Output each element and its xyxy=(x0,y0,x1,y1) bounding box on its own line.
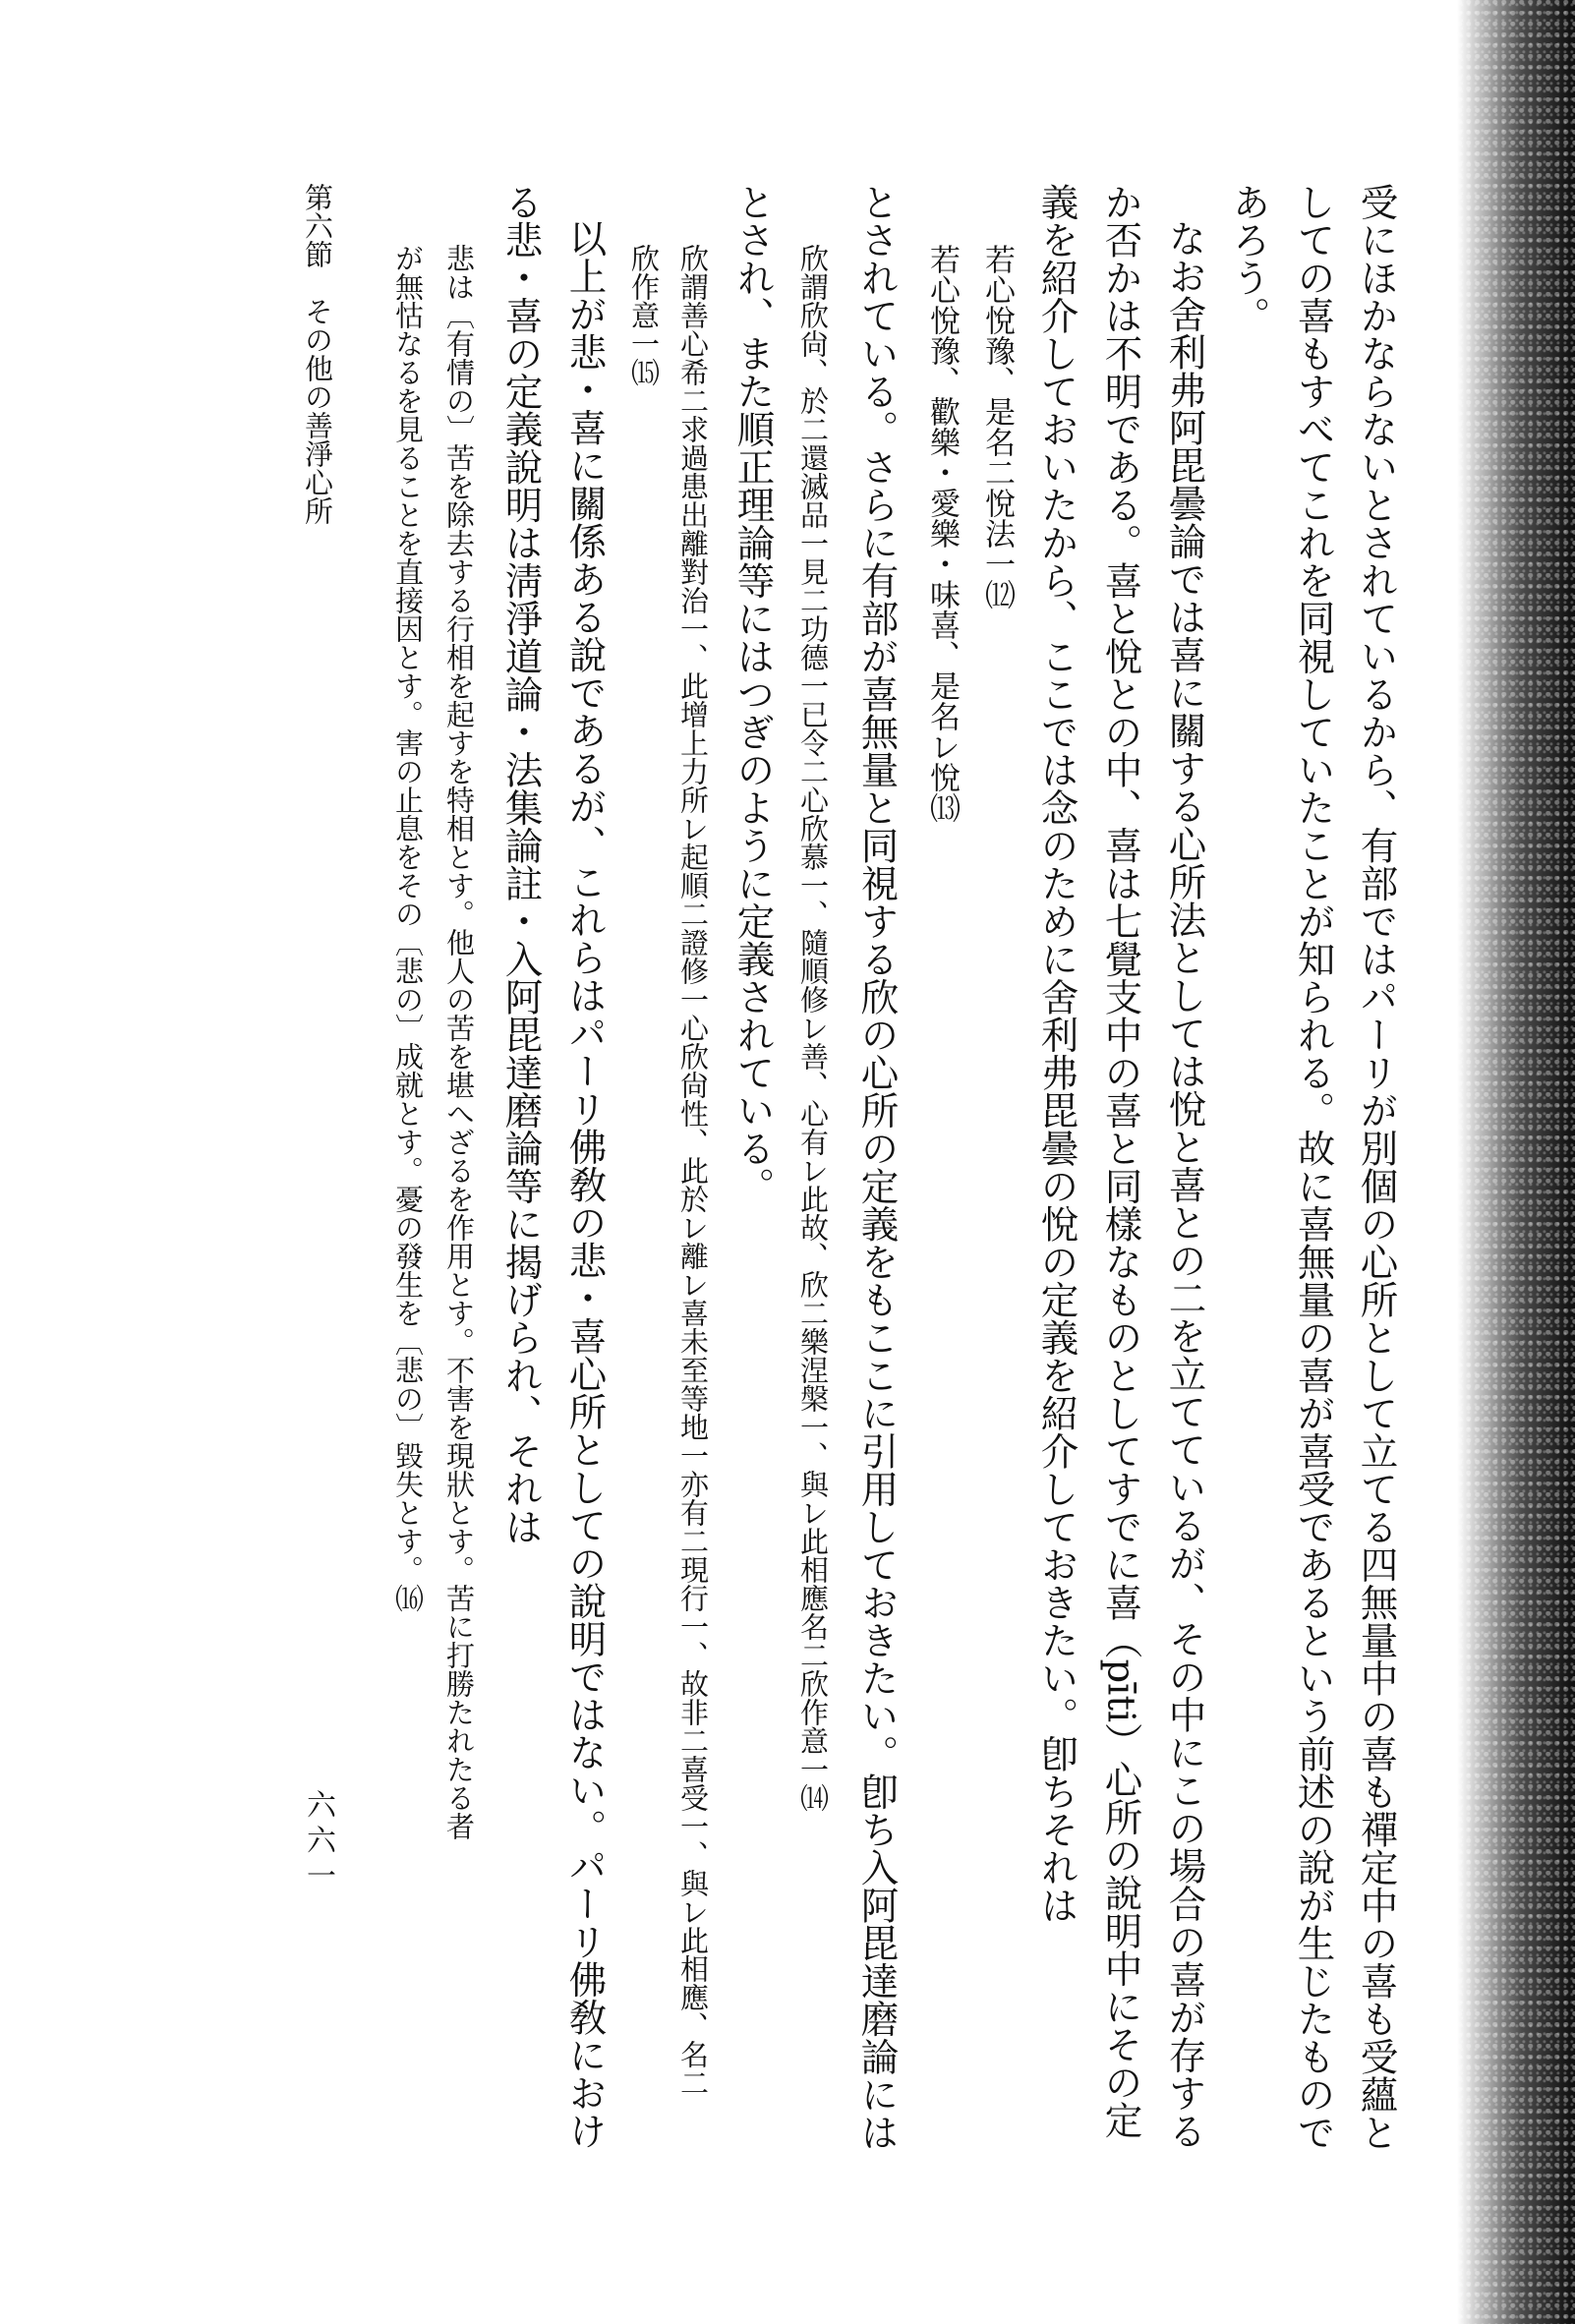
body-line-1: 受にほかならないとされているから、有部ではパーリが別個の心所として立てる四無量中の喜も禪定中の喜も受蘊と xyxy=(1354,183,1399,2151)
body-line-5: か否かは不明である。喜と悅との中、喜は七覺支中の喜と同樣なものとしてすでに喜（pīti）心所の說明中にその定 xyxy=(1098,183,1143,2139)
quote-line-6: 悲は〔有情の〕苦を除去する行相を起すを特相とす。他人の苦を堪へざるを作用とす。不害を現狀とす。苦に打勝たれたる者 xyxy=(442,244,476,1840)
quote-line-1: 若心悅豫、是名二悅法一⑿ xyxy=(979,244,1015,610)
body-line-6: 義を紹介しておいたから、ここでは念のために舍利弗毘曇の悅の定義を紹介しておきたい。卽ちそれは xyxy=(1034,183,1079,1924)
body-line-9: 以上が悲・喜に關係ある說であるが、これらはパーリ佛敎の悲・喜心所としての說明ではない。パーリ佛敎におけ xyxy=(562,219,608,2150)
quote-line-4: 欣謂善心希二求過患出離對治一、此增上力所レ起順二證修一心欣尙性、此於レ離レ喜未至等地一亦有二現行一、故非二喜受一、與レ此相應、名二 xyxy=(676,244,710,2097)
page-number: 六六一 xyxy=(301,1789,335,1895)
running-footer-section-title: 第六節 その他の善淨心所 xyxy=(301,183,334,525)
quote-line-3: 欣謂欣尙、於二還滅品一見二功德一已令二心欣慕一、隨順修レ善、心有レ此故、欣二樂涅槃一、與レ此相應名二欣作意一⒁ xyxy=(796,244,830,1812)
scan-edge-shadow xyxy=(1457,0,1575,2324)
body-line-8: とされ、また順正理論等にはつぎのように定義されている。 xyxy=(730,183,776,1205)
body-line-2: しての喜もすべてこれを同視していたことが知られる。故に喜無量の喜が喜受であるという前述の說が生じたもので xyxy=(1291,183,1336,2151)
body-line-4: なお舍利弗阿毘曇論では喜に關する心所法としては悅と喜との二を立てているが、その中にこの場合の喜が存する xyxy=(1162,219,1207,2150)
quote-line-5: 欣作意一⒂ xyxy=(627,244,661,386)
quote-line-2: 若心悅豫、歡樂・愛樂・味喜、是名レ悅⒀ xyxy=(924,244,960,823)
body-line-10: る悲・喜の定義說明は淸淨道論・法集論註・入阿毘達磨論等に揭げられ、それは xyxy=(498,183,544,1545)
body-line-3: あろう。 xyxy=(1226,183,1271,334)
body-line-7: とされている。さらに有部が喜無量と同視する欣の心所の定義をもここに引用しておきたい。卽ち入阿毘達磨論には xyxy=(854,183,900,2151)
quote-line-7: が無怙なるを見ることを直接因とす。害の止息をその〔悲の〕成就とす。憂の發生を〔悲の〕毀失とす。⒃ xyxy=(391,244,425,1612)
